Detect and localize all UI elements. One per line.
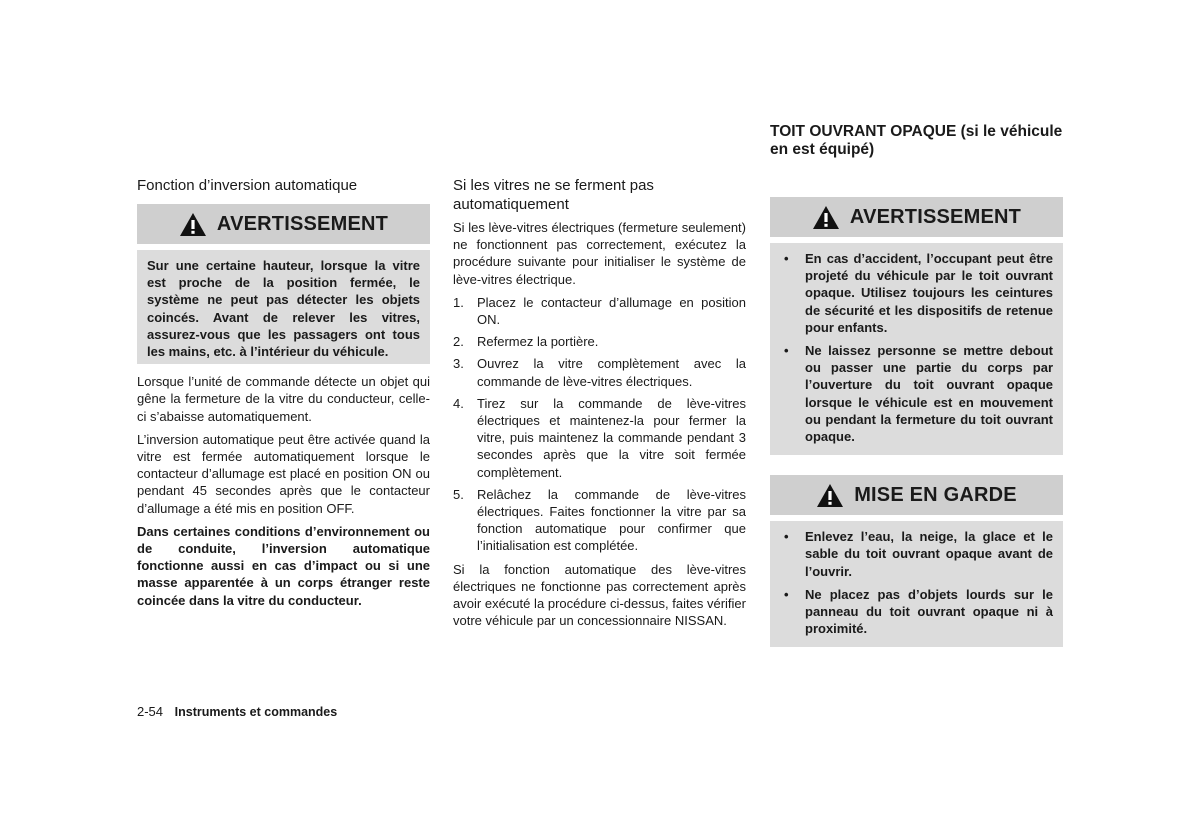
warning-header — [770, 197, 1063, 237]
list-item: • Ne placez pas d’objets lourds sur le panneau du toit ouvrant opaque ni à proximité. — [780, 586, 1053, 638]
warning-box — [137, 204, 430, 364]
step-number: 4. — [453, 395, 464, 411]
warning-body — [770, 243, 1063, 455]
section-heading-auto-reverse: Fonction d’inversion automatique — [137, 177, 358, 194]
paragraph: Si les lève-vitres électriques (fermeture seulement) ne fonctionnent pas correctement, exécutez la procédure suivante pour initialiser le système de lève-vitres électrique. — [453, 220, 746, 287]
list-item: • En cas d’accident, l’occupant peut être projeté du véhicule par le toit ouvrant opaque. Utilisez toujours les ceintures de sécurité et les dispositifs de retenue pour enfants. — [780, 250, 1053, 336]
section-title-sunroof: TOIT OUVRANT OPAQUE (si le véhicule en est équipé) — [770, 123, 1063, 158]
list-item: • Enlevez l’eau, la neige, la glace et le sable du toit ouvrant opaque avant de l’ouvrir. — [780, 528, 1053, 580]
list-item — [453, 355, 746, 389]
step-number: 1. — [453, 294, 464, 310]
step-text: Tirez sur la commande de lève-vitres électriques et maintenez-la pour fermer la vitre, puis maintenez la commande pendant 3 secondes après que la vitre soit fermée complètement. — [477, 395, 746, 480]
warning-title: AVERTISSEMENT — [849, 205, 1022, 228]
step-number: 5. — [453, 486, 464, 502]
caution-box — [770, 475, 1063, 647]
column-left — [137, 176, 430, 609]
step-text: Refermez la portière. — [477, 334, 599, 350]
paragraph: Si la fonction automatique des lève-vitres électriques ne fonctionne pas correctement après avoir exécuté la procédure ci-dessus, faites vérifier votre véhicule par un concessionnaire NISSAN. — [453, 561, 746, 629]
list-item — [453, 395, 746, 481]
caution-header — [770, 475, 1063, 515]
caution-list — [780, 528, 1053, 637]
warning-title: AVERTISSEMENT — [216, 212, 389, 235]
caution-title: MISE EN GARDE — [854, 483, 1017, 506]
bold-paragraph: Dans certaines conditions d’environnement ou de conduite, l’inversion automatique fonctionne aussi en cas d’impact ou si une masse apparentée à un corps étranger reste coincée dans la vitre du conducteur. — [137, 523, 430, 608]
warning-triangle-icon — [812, 205, 840, 230]
paragraph: Lorsque l’unité de commande détecte un objet qui gêne la fermeture de la vitre du conducteur, celle-ci s’abaisse automatiquement. — [137, 374, 430, 424]
page-number: 2-54 — [137, 704, 164, 719]
step-text: Relâchez la commande de lève-vitres électriques. Faites fonctionner la vitre par sa fonction automatique pour confirmer que l’initialisation est complétée. — [477, 486, 746, 554]
list-item — [453, 486, 746, 555]
warning-triangle-icon — [179, 212, 207, 237]
list-item: • Ne laissez personne se mettre debout ou passer une partie du corps par l’ouverture du toit ouvrant opaque lorsque le véhicule est en mouvement ou pendant la fermeture du toit ouvrant opaque. — [780, 342, 1053, 445]
warning-box — [770, 197, 1063, 455]
step-text: Placez le contacteur d’allumage en position ON. — [477, 294, 746, 328]
warning-header — [137, 204, 430, 244]
steps-list — [453, 294, 746, 555]
warning-text: Sur une certaine hauteur, lorsque la vitre est proche de la position fermée, le système ne peut pas détecter les objets coincés. Avant de relever les vitres, assurez-vous que les passagers ont tous les mains, etc. à l’intérieur du véhicule. — [137, 250, 430, 364]
caution-body — [770, 521, 1063, 647]
warning-triangle-icon — [816, 483, 844, 508]
list-item — [453, 333, 746, 350]
step-text: Ouvrez la vitre complètement avec la commande de lève-vitres électriques. — [477, 356, 746, 389]
list-item — [453, 294, 746, 328]
step-number: 3. — [453, 356, 464, 372]
column-right — [770, 123, 1063, 656]
section-heading-init: Si les vitres ne se ferment pas automatiquement — [453, 177, 654, 213]
step-number: 2. — [453, 334, 464, 350]
column-middle — [453, 176, 746, 635]
warning-list — [780, 250, 1053, 445]
paragraph: L’inversion automatique peut être activée quand la vitre est fermée automatiquement lorsque le contacteur d’allumage est placé en position ON ou pendant 45 secondes après que le contacteur d’allumage a été mis en position OFF. — [137, 431, 430, 516]
section-name: Instruments et commandes — [174, 705, 338, 719]
page-footer — [137, 704, 337, 719]
